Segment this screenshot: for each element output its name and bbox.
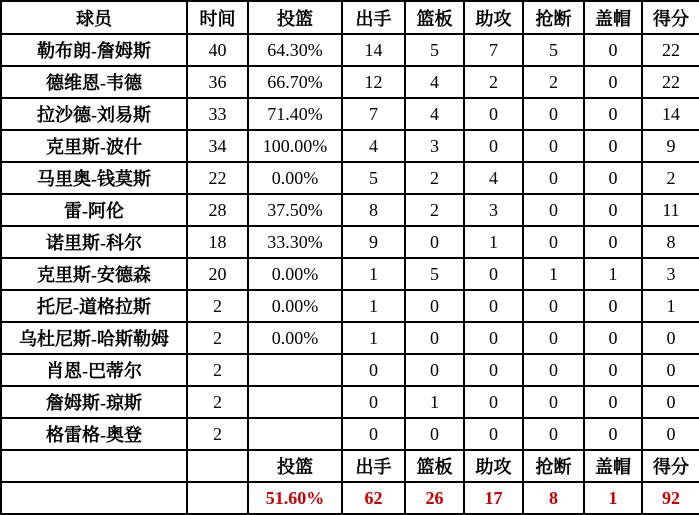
attempts-cell: 0 <box>342 418 405 450</box>
minutes-cell: 28 <box>187 194 248 226</box>
table-row <box>1 322 699 354</box>
minutes-cell: 18 <box>187 226 248 258</box>
assists-cell: 3 <box>464 194 523 226</box>
table-row <box>1 98 699 130</box>
column-header-steals: 抢断 <box>523 1 584 34</box>
fg-pct-cell: 71.40% <box>248 98 342 130</box>
column-header-assists: 助攻 <box>464 1 523 34</box>
rebounds-cell: 2 <box>405 194 464 226</box>
player-name-cell: 克里斯-安德森 <box>1 258 187 290</box>
attempts-cell: 9 <box>342 226 405 258</box>
points-cell: 14 <box>642 98 699 130</box>
rebounds-cell: 4 <box>405 66 464 98</box>
blocks-cell: 0 <box>584 418 642 450</box>
assists-cell: 0 <box>464 418 523 450</box>
player-name-cell: 托尼-道格拉斯 <box>1 290 187 322</box>
fg-pct-cell: 37.50% <box>248 194 342 226</box>
totals-blank-cell <box>1 482 187 514</box>
table-row <box>1 226 699 258</box>
table-row <box>1 354 699 386</box>
table-row <box>1 66 699 98</box>
player-name-cell: 勒布朗-詹姆斯 <box>1 34 187 66</box>
attempts-cell: 1 <box>342 322 405 354</box>
table-row <box>1 130 699 162</box>
footer-header-rebounds: 篮板 <box>405 450 464 482</box>
blocks-cell: 0 <box>584 162 642 194</box>
attempts-cell: 7 <box>342 98 405 130</box>
assists-cell: 0 <box>464 354 523 386</box>
steals-cell: 0 <box>523 354 584 386</box>
steals-cell: 2 <box>523 66 584 98</box>
player-name-cell: 乌杜尼斯-哈斯勒姆 <box>1 322 187 354</box>
assists-cell: 0 <box>464 290 523 322</box>
points-cell: 22 <box>642 66 699 98</box>
column-header-attempts: 出手 <box>342 1 405 34</box>
minutes-cell: 2 <box>187 290 248 322</box>
player-name-cell: 雷-阿伦 <box>1 194 187 226</box>
blocks-cell: 1 <box>584 258 642 290</box>
fg-pct-cell: 100.00% <box>248 130 342 162</box>
total-attempts: 62 <box>342 482 405 514</box>
blocks-cell: 0 <box>584 130 642 162</box>
fg-pct-cell <box>248 386 342 418</box>
minutes-cell: 34 <box>187 130 248 162</box>
totals-row <box>1 482 699 514</box>
steals-cell: 0 <box>523 130 584 162</box>
assists-cell: 0 <box>464 258 523 290</box>
player-name-cell: 拉沙德-刘易斯 <box>1 98 187 130</box>
rebounds-cell: 4 <box>405 98 464 130</box>
total-blocks: 1 <box>584 482 642 514</box>
steals-cell: 0 <box>523 290 584 322</box>
table-row <box>1 34 699 66</box>
table-row <box>1 386 699 418</box>
rebounds-cell: 1 <box>405 386 464 418</box>
minutes-cell: 33 <box>187 98 248 130</box>
attempts-cell: 5 <box>342 162 405 194</box>
minutes-cell: 20 <box>187 258 248 290</box>
blocks-cell: 0 <box>584 386 642 418</box>
blocks-cell: 0 <box>584 66 642 98</box>
footer-header-fg-pct: 投篮 <box>248 450 342 482</box>
minutes-cell: 2 <box>187 386 248 418</box>
table-row <box>1 194 699 226</box>
total-fg-pct: 51.60% <box>248 482 342 514</box>
totals-blank-cell <box>187 482 248 514</box>
fg-pct-cell: 0.00% <box>248 258 342 290</box>
attempts-cell: 0 <box>342 354 405 386</box>
assists-cell: 4 <box>464 162 523 194</box>
blocks-cell: 0 <box>584 226 642 258</box>
steals-cell: 0 <box>523 386 584 418</box>
table-header-row <box>1 1 699 34</box>
steals-cell: 1 <box>523 258 584 290</box>
total-assists: 17 <box>464 482 523 514</box>
blocks-cell: 0 <box>584 34 642 66</box>
attempts-cell: 12 <box>342 66 405 98</box>
steals-cell: 5 <box>523 34 584 66</box>
attempts-cell: 1 <box>342 258 405 290</box>
minutes-cell: 40 <box>187 34 248 66</box>
column-header-player: 球员 <box>1 1 187 34</box>
blocks-cell: 0 <box>584 194 642 226</box>
points-cell: 22 <box>642 34 699 66</box>
blocks-cell: 0 <box>584 290 642 322</box>
fg-pct-cell <box>248 354 342 386</box>
points-cell: 11 <box>642 194 699 226</box>
player-name-cell: 肖恩-巴蒂尔 <box>1 354 187 386</box>
footer-header-blocks: 盖帽 <box>584 450 642 482</box>
minutes-cell: 36 <box>187 66 248 98</box>
footer-blank-cell <box>1 450 187 482</box>
fg-pct-cell: 0.00% <box>248 162 342 194</box>
steals-cell: 0 <box>523 226 584 258</box>
minutes-cell: 2 <box>187 418 248 450</box>
assists-cell: 0 <box>464 130 523 162</box>
points-cell: 1 <box>642 290 699 322</box>
points-cell: 9 <box>642 130 699 162</box>
footer-header-assists: 助攻 <box>464 450 523 482</box>
blocks-cell: 0 <box>584 354 642 386</box>
rebounds-cell: 0 <box>405 290 464 322</box>
assists-cell: 1 <box>464 226 523 258</box>
points-cell: 0 <box>642 386 699 418</box>
table-row <box>1 162 699 194</box>
player-name-cell: 格雷格-奥登 <box>1 418 187 450</box>
attempts-cell: 4 <box>342 130 405 162</box>
rebounds-cell: 0 <box>405 354 464 386</box>
steals-cell: 0 <box>523 162 584 194</box>
steals-cell: 0 <box>523 98 584 130</box>
attempts-cell: 1 <box>342 290 405 322</box>
blocks-cell: 0 <box>584 322 642 354</box>
rebounds-cell: 0 <box>405 322 464 354</box>
minutes-cell: 2 <box>187 354 248 386</box>
rebounds-cell: 5 <box>405 34 464 66</box>
steals-cell: 0 <box>523 322 584 354</box>
player-name-cell: 德维恩-韦德 <box>1 66 187 98</box>
assists-cell: 0 <box>464 386 523 418</box>
points-cell: 0 <box>642 354 699 386</box>
footer-header-attempts: 出手 <box>342 450 405 482</box>
total-points: 92 <box>642 482 699 514</box>
total-steals: 8 <box>523 482 584 514</box>
table-row <box>1 418 699 450</box>
fg-pct-cell: 0.00% <box>248 290 342 322</box>
column-header-fg-pct: 投篮 <box>248 1 342 34</box>
points-cell: 8 <box>642 226 699 258</box>
blocks-cell: 0 <box>584 98 642 130</box>
points-cell: 0 <box>642 418 699 450</box>
player-name-cell: 马里奥-钱莫斯 <box>1 162 187 194</box>
footer-header-points: 得分 <box>642 450 699 482</box>
footer-blank-cell <box>187 450 248 482</box>
player-name-cell: 诺里斯-科尔 <box>1 226 187 258</box>
totals-header-row <box>1 450 699 482</box>
steals-cell: 0 <box>523 418 584 450</box>
assists-cell: 7 <box>464 34 523 66</box>
points-cell: 2 <box>642 162 699 194</box>
column-header-points: 得分 <box>642 1 699 34</box>
table-row <box>1 258 699 290</box>
player-name-cell: 克里斯-波什 <box>1 130 187 162</box>
fg-pct-cell: 33.30% <box>248 226 342 258</box>
fg-pct-cell: 64.30% <box>248 34 342 66</box>
fg-pct-cell: 66.70% <box>248 66 342 98</box>
footer-header-steals: 抢断 <box>523 450 584 482</box>
rebounds-cell: 3 <box>405 130 464 162</box>
points-cell: 0 <box>642 322 699 354</box>
column-header-rebounds: 篮板 <box>405 1 464 34</box>
points-cell: 3 <box>642 258 699 290</box>
column-header-minutes: 时间 <box>187 1 248 34</box>
assists-cell: 2 <box>464 66 523 98</box>
player-name-cell: 詹姆斯-琼斯 <box>1 386 187 418</box>
rebounds-cell: 0 <box>405 226 464 258</box>
rebounds-cell: 5 <box>405 258 464 290</box>
rebounds-cell: 2 <box>405 162 464 194</box>
assists-cell: 0 <box>464 322 523 354</box>
total-rebounds: 26 <box>405 482 464 514</box>
table-row <box>1 290 699 322</box>
fg-pct-cell <box>248 418 342 450</box>
attempts-cell: 8 <box>342 194 405 226</box>
column-header-blocks: 盖帽 <box>584 1 642 34</box>
minutes-cell: 2 <box>187 322 248 354</box>
attempts-cell: 14 <box>342 34 405 66</box>
assists-cell: 0 <box>464 98 523 130</box>
steals-cell: 0 <box>523 194 584 226</box>
attempts-cell: 0 <box>342 386 405 418</box>
fg-pct-cell: 0.00% <box>248 322 342 354</box>
minutes-cell: 22 <box>187 162 248 194</box>
rebounds-cell: 0 <box>405 418 464 450</box>
